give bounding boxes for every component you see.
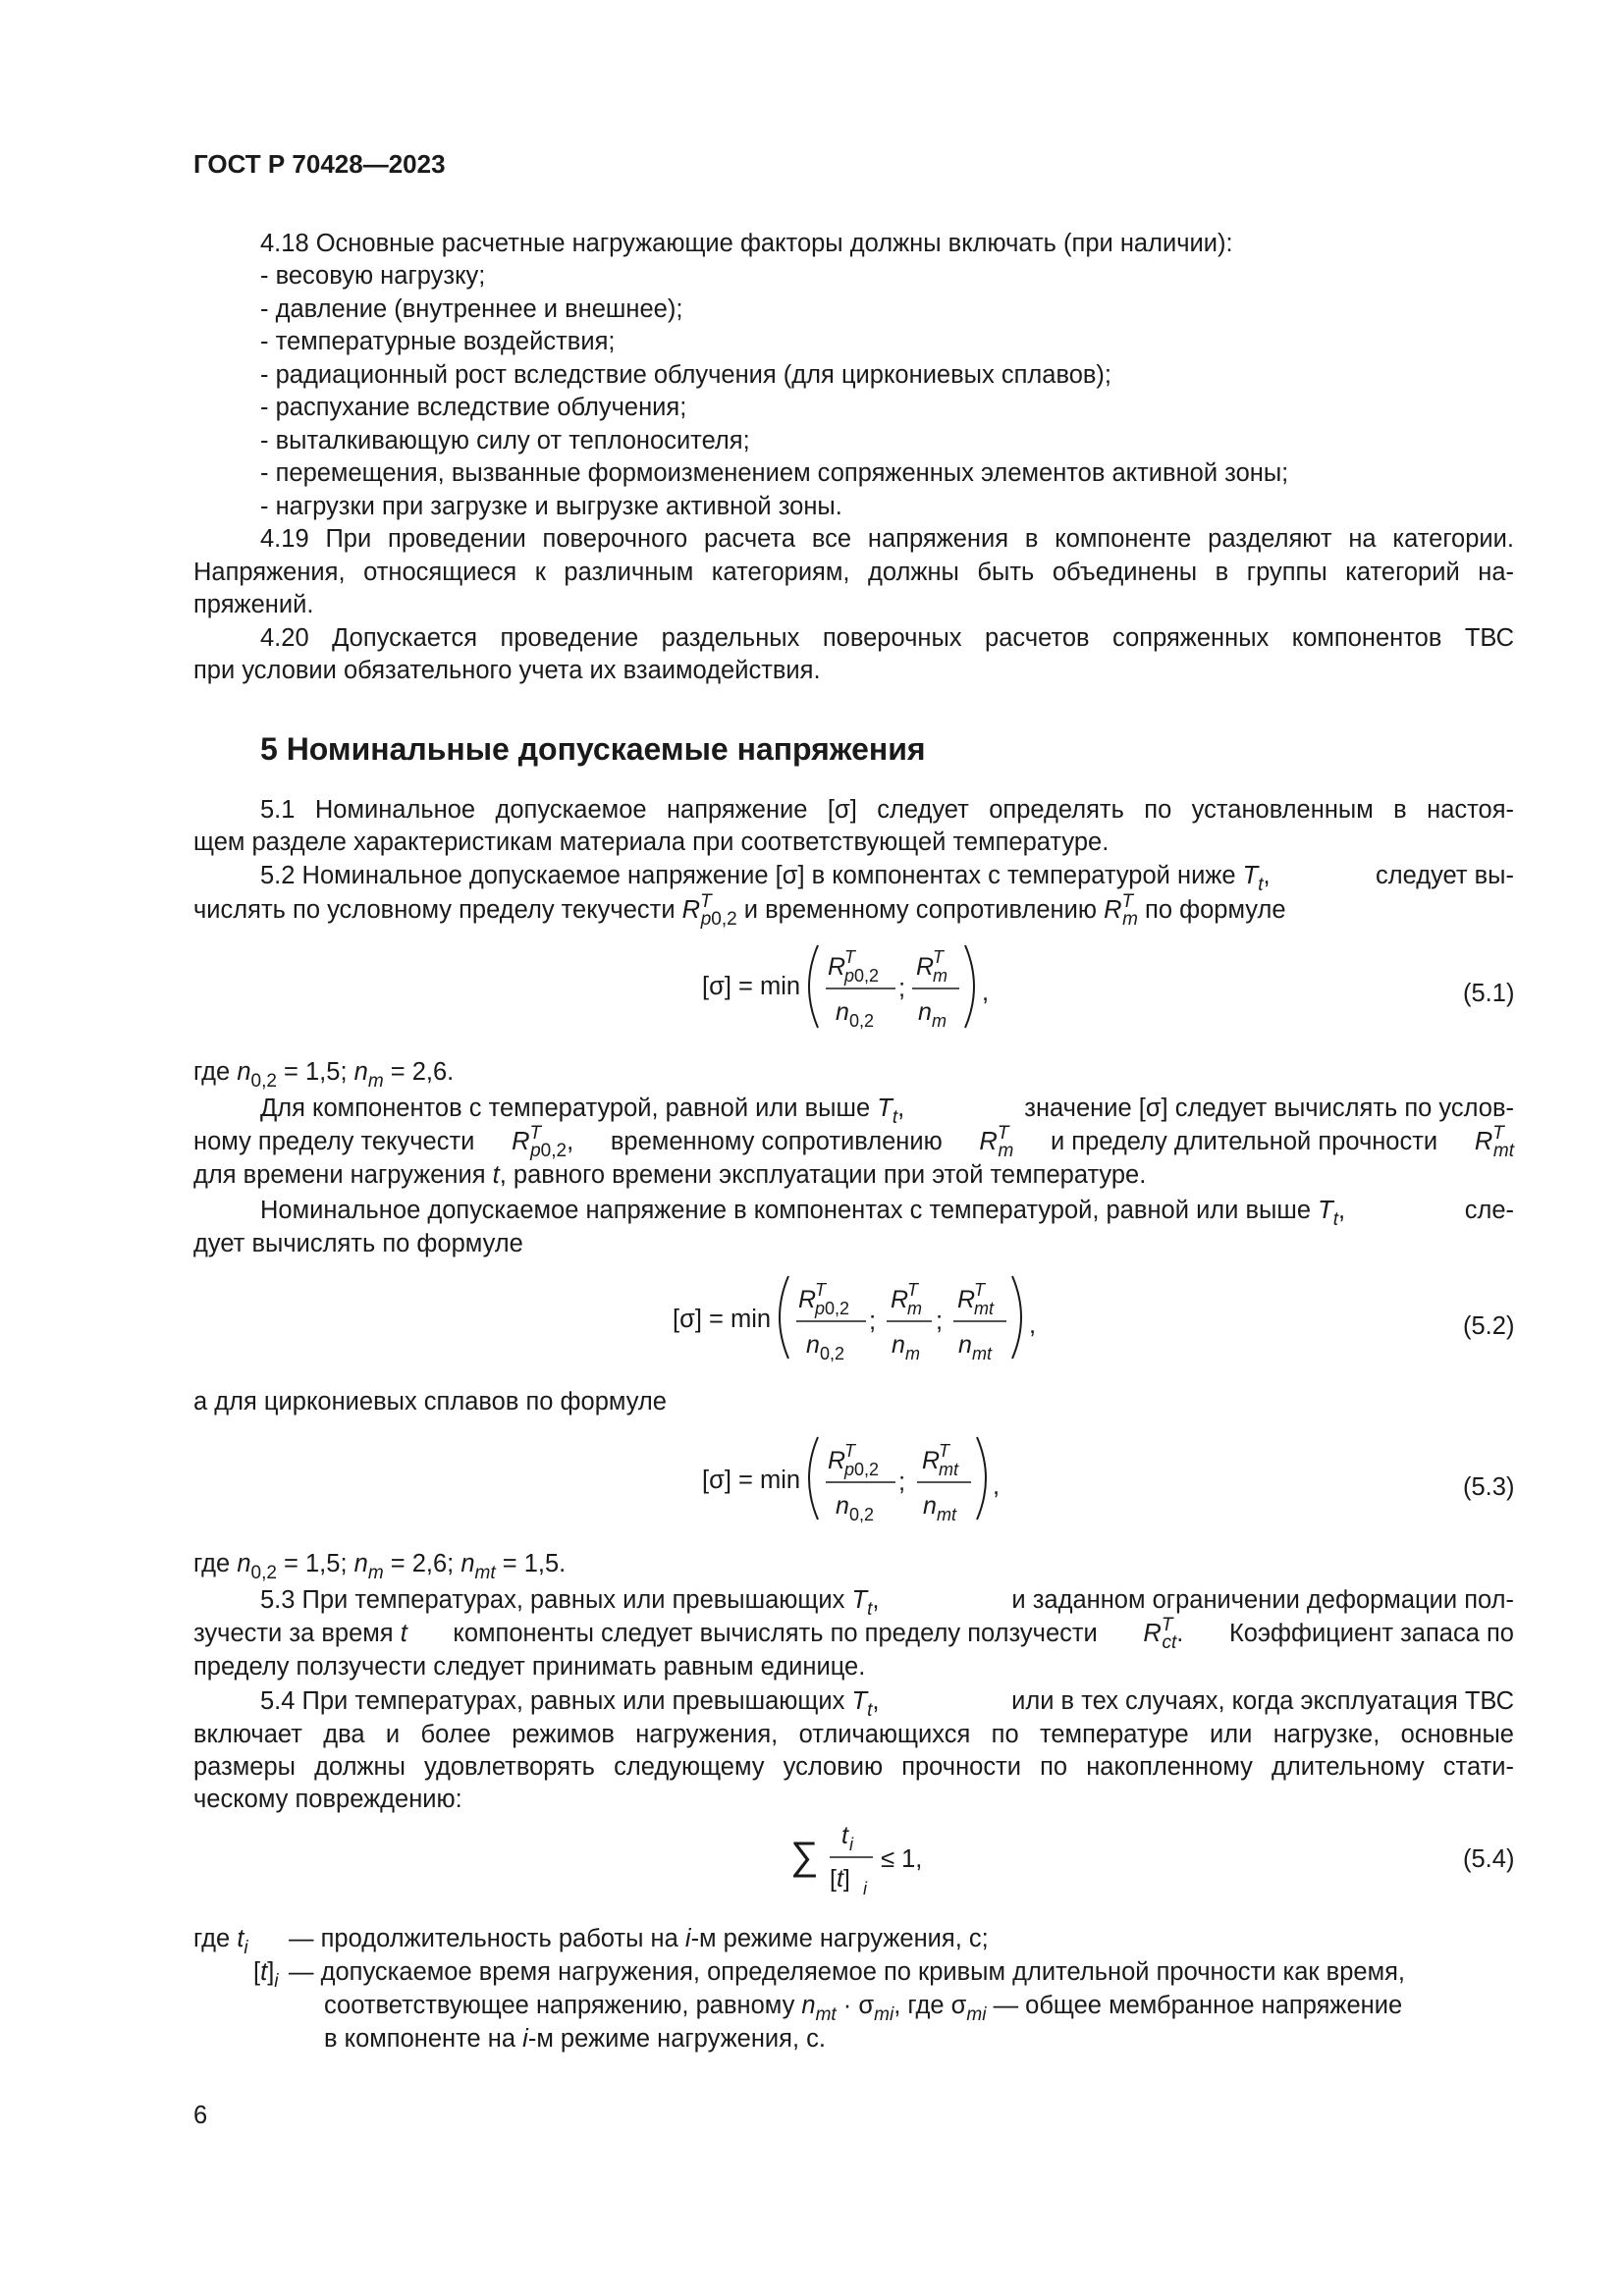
svg-text:n: n <box>892 1331 905 1359</box>
definition-ti: — продолжительность работы на i-м режиме нагружения, с; <box>289 1925 989 1952</box>
svg-text:p0,2: p0,2 <box>844 966 880 986</box>
definition-t-allowed-cont2: в компоненте на i-м режиме нагружения, с. <box>324 2025 826 2053</box>
svg-text:0,2: 0,2 <box>849 1505 875 1524</box>
definition-where: где $t_i$ <box>193 1925 248 1959</box>
svg-text:T: T <box>844 947 855 967</box>
clause-5-3-line1: 5.3 При температурах, равных или превышающих $T_t$, и заданном ограничении деформации пол- <box>260 1586 1514 1621</box>
svg-text:mt: mt <box>937 1505 956 1524</box>
svg-text:p0,2: p0,2 <box>844 1460 880 1479</box>
list-item: - температурные воздействия; <box>260 328 616 355</box>
clause-4-20-line: при условии обязательного учета их взаимодействия. <box>193 657 821 684</box>
svg-text:,: , <box>1029 1311 1037 1339</box>
section-5-heading: 5 Номинальные допускаемые напряжения <box>260 731 926 767</box>
svg-text:R: R <box>916 953 935 981</box>
svg-text:∑: ∑ <box>790 1835 819 1878</box>
svg-text:n: n <box>958 1331 972 1359</box>
definition-t-allowed-cont: соответствующее напряжению, равному $n_{mt} \cdot \sigma_{mi}$, где $\sigma_{mi}$ — общее мембранное напряжение <box>324 1992 1403 2026</box>
list-item: - давление (внутреннее и внешнее); <box>260 295 683 323</box>
svg-text:≤ 1,: ≤ 1, <box>881 1845 923 1873</box>
paragraph-components-line2: ному пределу текучести $R^T_{p0,2}$, временному сопротивлению $R^T_m$ и пределу длительной прочности $R^T_{mt}$ <box>193 1122 1514 1162</box>
definition-t-allowed-symbol: $[t]_i$ <box>253 1958 279 1993</box>
clause-5-2-line1: 5.2 Номинальное допускаемое напряжение [σ] в компонентах с температурой ниже $T_t$, следует вы- <box>260 862 1514 896</box>
svg-text:[σ] = min: [σ] = min <box>702 1467 801 1494</box>
list-item: - распухание вследствие облучения; <box>260 394 687 421</box>
list-item: - перемещения, вызванные формоизменением сопряженных элементов активной зоны; <box>260 459 1289 487</box>
paragraph-nominal-line2: дует вычислять по формуле <box>193 1230 523 1257</box>
svg-text:m: m <box>932 1011 947 1031</box>
svg-text:m: m <box>933 966 947 986</box>
svg-text:n: n <box>806 1331 820 1359</box>
list-item: - нагрузки при загрузке и выгрузке активной зоны. <box>260 493 842 520</box>
svg-text:;: ; <box>869 1308 877 1335</box>
clause-4-20-line: 4.20 Допускается проведение раздельных поверочных расчетов сопряженных компонентов ТВС <box>260 624 1514 652</box>
clause-5-4-line2: включает два и более режимов нагружения, отличающихся по температуре или нагрузке, основные <box>193 1721 1514 1748</box>
svg-text:i: i <box>863 1879 867 1898</box>
formula-5-4 <box>790 1814 938 1902</box>
where-clause-1: где $n_{0,2} = 1,5$; $n_m = 2,6$. <box>193 1058 455 1093</box>
clause-5-4-line4: ческому повреждению: <box>193 1786 462 1813</box>
svg-text:R: R <box>957 1286 976 1313</box>
formula-number: (5.3) <box>1463 1473 1515 1501</box>
svg-text:n: n <box>836 998 849 1026</box>
svg-text:n: n <box>836 1492 849 1520</box>
svg-text:0,2: 0,2 <box>820 1344 845 1363</box>
svg-text:T: T <box>933 947 944 967</box>
formula-5-1 <box>702 937 1016 1036</box>
svg-text:R: R <box>922 1447 941 1474</box>
clause-5-4-line3: размеры должны удовлетворять следующему условию прочности по накопленному длительному стати- <box>193 1753 1514 1781</box>
zirconium-line: а для циркониевых сплавов по формуле <box>193 1388 667 1415</box>
svg-text:T: T <box>815 1280 826 1300</box>
svg-text:p0,2: p0,2 <box>815 1299 850 1318</box>
paragraph-nominal-line1: Номинальное допускаемое напряжение в компонентах с температурой, равной или выше $T_t$, сле- <box>260 1197 1514 1231</box>
svg-text:n: n <box>918 998 932 1026</box>
svg-text:0,2: 0,2 <box>849 1011 875 1031</box>
svg-text:[σ] = min: [σ] = min <box>673 1306 772 1333</box>
svg-text:;: ; <box>898 1468 906 1496</box>
svg-text:i: i <box>849 1835 853 1854</box>
svg-text:T: T <box>974 1280 985 1300</box>
clause-4-18-intro: 4.18 Основные расчетные нагружающие факторы должны включать (при наличии): <box>260 230 1233 257</box>
clause-5-3-line3: пределу ползучести следует принимать равным единице. <box>193 1653 866 1681</box>
svg-text:R: R <box>828 953 846 981</box>
page-number: 6 <box>193 2102 208 2129</box>
svg-text:[t]: [t] <box>830 1865 850 1893</box>
svg-text:T: T <box>907 1280 918 1300</box>
svg-text:R: R <box>798 1286 817 1313</box>
formula-5-2 <box>673 1268 1065 1366</box>
clause-5-2-line2: числять по условному пределу текучести $R^T_{p0,2}$ и временному сопротивлению $R^T_m$ по формуле <box>193 890 1286 931</box>
clause-5-4-line1: 5.4 При температурах, равных или превышающих $T_t$, или в тех случаях, когда эксплуатация ТВС <box>260 1687 1514 1722</box>
paragraph-components-line1: Для компонентов с температурой, равной или выше $T_t$, значение [σ] следует вычислять по услов- <box>260 1095 1514 1129</box>
definition-t-allowed: — допускаемое время нагружения, определяемое по кривым длительной прочности как время, <box>289 1958 1405 1986</box>
svg-text:mt: mt <box>974 1299 994 1318</box>
list-item: - выталкивающую силу от теплоносителя; <box>260 427 750 454</box>
svg-text:m: m <box>907 1299 922 1318</box>
formula-number: (5.1) <box>1463 980 1515 1007</box>
clause-4-19-line: пряжений. <box>193 591 314 618</box>
svg-text:;: ; <box>936 1308 944 1335</box>
svg-text:mt: mt <box>939 1460 958 1479</box>
clause-5-3-line2: зучести за время t компоненты следует вычислять по пределу ползучести $R^T_{ct}$. Коэффициент запаса по <box>193 1614 1514 1654</box>
formula-number: (5.2) <box>1463 1312 1515 1340</box>
paragraph-components-line3: для времени нагружения t, равного времени эксплуатации при этой температуре. <box>193 1161 1147 1189</box>
svg-text:R: R <box>828 1447 846 1474</box>
svg-text:m: m <box>905 1344 920 1363</box>
formula-5-3 <box>702 1429 1026 1527</box>
svg-text:mt: mt <box>972 1344 992 1363</box>
list-item: - радиационный рост вследствие облучения (для циркониевых сплавов); <box>260 361 1112 389</box>
formula-number: (5.4) <box>1463 1845 1515 1873</box>
svg-text:n: n <box>923 1492 937 1520</box>
svg-text:,: , <box>982 979 990 1006</box>
where-clause-2: где $n_{0,2} = 1,5$; $n_m = 2,6$; $n_{mt} = 1,5$. <box>193 1550 567 1584</box>
svg-text:T: T <box>939 1441 949 1461</box>
svg-text:t: t <box>841 1822 848 1849</box>
svg-text:,: , <box>993 1472 1001 1500</box>
svg-text:;: ; <box>898 975 906 1002</box>
clause-5-1-line: 5.1 Номинальное допускаемое напряжение [σ] следует определять по установленным в настоя- <box>260 796 1514 824</box>
svg-text:R: R <box>891 1286 909 1313</box>
svg-text:T: T <box>844 1441 855 1461</box>
clause-4-19-line: 4.19 При проведении поверочного расчета все напряжения в компоненте разделяют на категории. <box>260 525 1514 553</box>
svg-text:[σ] = min: [σ] = min <box>702 973 801 1000</box>
clause-5-1-line: щем разделе характеристикам материала при соответствующей температуре. <box>193 828 1110 856</box>
list-item: - весовую нагрузку; <box>260 262 486 290</box>
clause-4-19-line: Напряжения, относящиеся к различным категориям, должны быть объединены в группы категорий на- <box>193 559 1514 586</box>
document-header: ГОСТ Р 70428—2023 <box>193 149 446 179</box>
